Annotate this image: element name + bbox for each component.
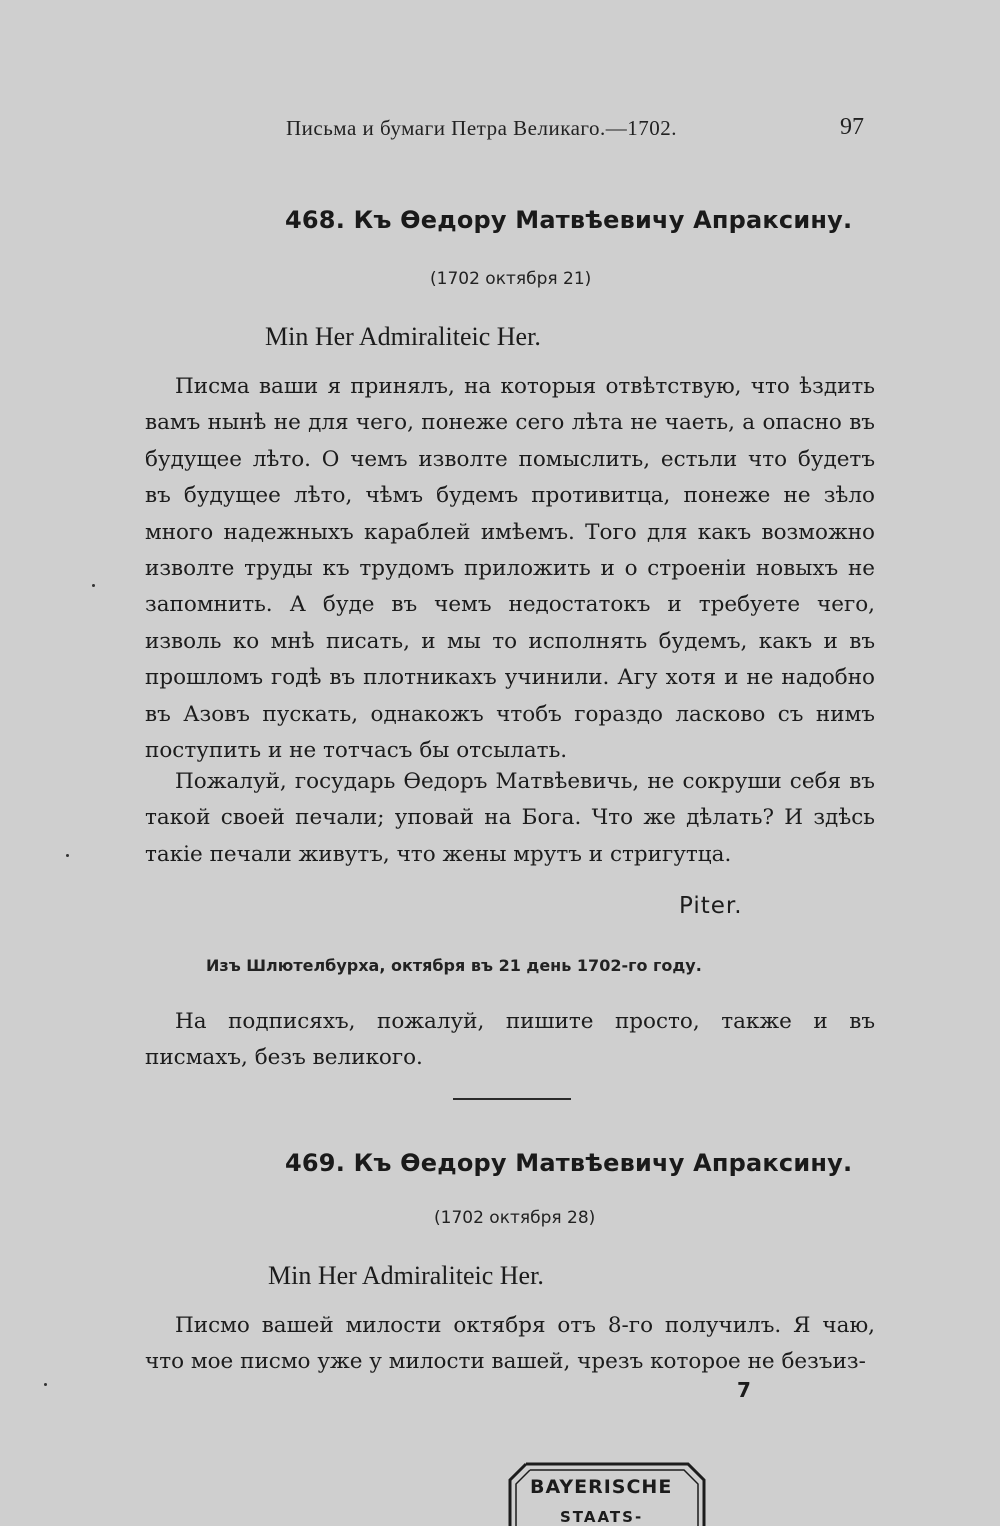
letter-468-postscript-text: На подписяхъ, пожалуй, пишите просто, также и въ писмахъ, безъ великого. [145, 1009, 875, 1071]
scan-speck [92, 584, 95, 587]
section-separator [453, 1098, 571, 1100]
scan-speck [44, 1383, 47, 1386]
stamp-line-1: BAYERISCHE [530, 1476, 673, 1498]
running-head: Письма и бумаги Петра Великаго.—1702. [286, 116, 678, 140]
letter-468-date: (1702 октября 21) [430, 269, 592, 289]
library-stamp [508, 1462, 706, 1526]
letter-468-heading: 468. Къ Өедору Матвѣевичу Апраксину. [285, 206, 853, 234]
scan-speck [66, 854, 69, 857]
page-number: 97 [840, 114, 864, 140]
letter-468-paragraph-2-text: Пожалуй, государь Өедоръ Матвѣевичь, не сокруши себя въ такой своей печали; уповай на Бога. Что же дѣлать? И здѣсь такiе печали живутъ, что жены мрутъ и стригутца. [145, 769, 875, 867]
letter-468-postscript [145, 1004, 875, 1077]
letter-468-paragraph-2 [145, 764, 875, 873]
letter-469-salutation: Min Her Admiraliteic Her. [268, 1261, 544, 1290]
letter-469-date: (1702 октября 28) [434, 1208, 596, 1228]
letter-469-heading: 469. Къ Өедору Матвѣевичу Апраксину. [285, 1149, 853, 1177]
letter-468-place-date: Изъ Шлютелбурха, октября въ 21 день 1702-го году. [206, 956, 702, 975]
printer-signature-mark: 7 [737, 1378, 751, 1402]
letter-469-paragraph-1-text: Писмо вашей милости октября отъ 8-го получилъ. Я чаю, что мое писмо уже у милости вашей, чрезъ которое не безъиз- [145, 1313, 875, 1375]
letter-469-paragraph-1 [145, 1308, 875, 1381]
stamp-line-2: STAATS- [560, 1508, 644, 1526]
letter-468-signature: Piter. [679, 893, 743, 919]
letter-468-paragraph-1-text: Писма ваши я принялъ, на которыя отвѣтствую, что ѣздить вамъ нынѣ не для чего, понеже сего лѣта не чаеть, а опасно въ будущее лѣто. О чемъ изволте помыслить, естьли что будетъ въ будущее лѣто, чѣмъ будемъ противитца, понеже не зѣло много надежныхъ караблей имѣемъ. Того для какъ возможно изволте труды къ трудомъ приложить и о строенiи новыхъ не запомнить. А буде въ чемъ недостатокъ и требуете чего, изволь ко мнѣ писать, и мы то исполнять будемъ, какъ и въ прошломъ годѣ въ плотникахъ учинили. Агу хотя и не надобно въ Азовъ пускать, однакожъ чтобъ гораздо ласково съ нимъ поступить и не тотчасъ бы отсылать. [145, 374, 875, 764]
letter-468-salutation: Min Her Admiraliteic Her. [265, 322, 541, 351]
letter-468-paragraph-1 [145, 369, 875, 769]
